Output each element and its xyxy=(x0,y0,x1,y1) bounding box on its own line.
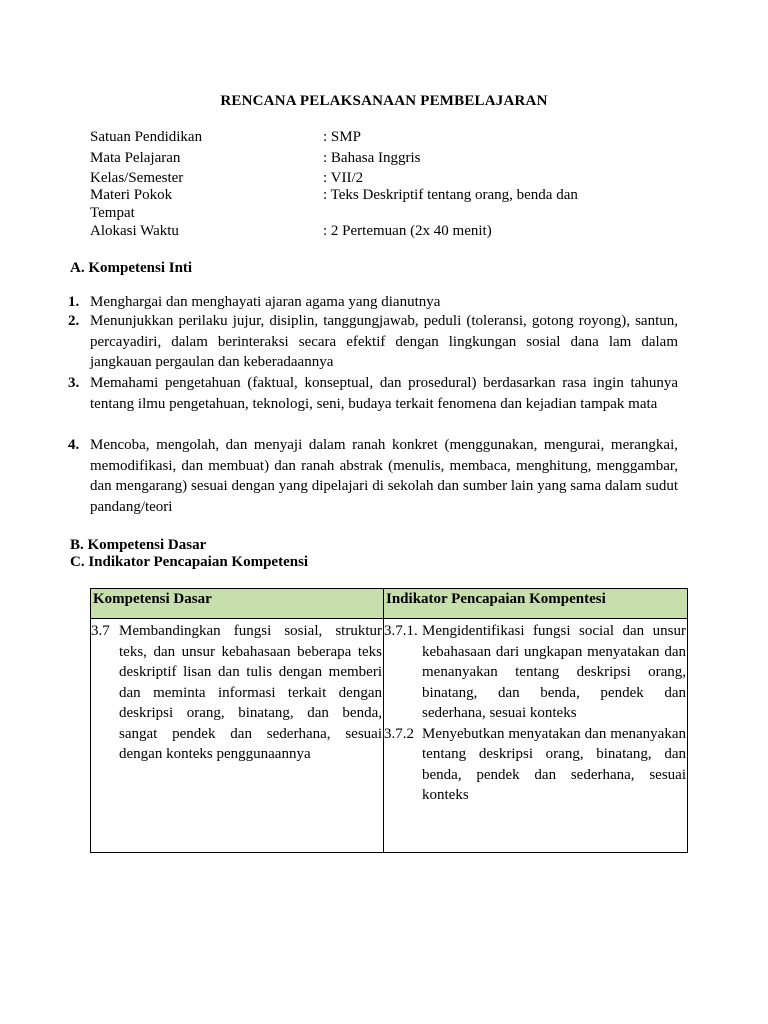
identity-label: Kelas/Semester xyxy=(90,170,184,186)
kd-text: Membandingkan fungsi sosial, struktur teks, dan unsur kebahasaan beberapa teks deskriptif lisan dan tulis dengan memberi dan meminta informasi terkait dengan deskripsi orang, binatang, dan benda, sangat pendek dan sederhana, sesuai dengan konteks penggunaannya xyxy=(119,623,382,762)
section-b-heading: B. Kompetensi Dasar xyxy=(70,537,207,553)
list-number: 3. xyxy=(68,375,80,391)
competency-table xyxy=(90,588,688,853)
identity-label: Materi Pokok xyxy=(90,187,173,203)
table-cell-kd xyxy=(91,619,384,853)
list-number: 1. xyxy=(68,294,80,310)
indicator-number: 3.7.1. xyxy=(384,623,418,639)
list-item: Menghargai dan menghayati ajaran agama yang dianutnya xyxy=(90,294,441,310)
indicator-text: Menyebutkan menyatakan dan menanyakan tentang deskripsi orang, binatang, dan benda, pendek dan sederhana, sesuai konteks xyxy=(422,725,686,803)
table-header-kd: Kompetensi Dasar xyxy=(91,589,384,619)
list-item: Mencoba, mengolah, dan menyaji dalam ranah konkret (menggunakan, mengurai, merangkai, memodifikasi, dan membuat) dan ranah abstrak (menulis, membaca, menghitung, menggambar, dan mengarang) sesuai dengan yang dipelajari di sekolah dan sumber lain yang sama dalam sudut pandang/teori xyxy=(90,437,678,515)
identity-value: : SMP xyxy=(323,129,361,145)
identity-label: Tempat xyxy=(90,205,135,221)
kd-number: 3.7 xyxy=(91,623,110,639)
list-number: 2. xyxy=(68,313,80,329)
list-item: Memahami pengetahuan (faktual, konseptual, dan prosedural) berdasarkan rasa ingin tahunya tentang ilmu pengetahuan, teknologi, seni, budaya terkait fenomena dan kejadian tampak mata xyxy=(90,375,678,412)
list-item: Menunjukkan perilaku jujur, disiplin, tanggungjawab, peduli (toleransi, gotong royong), santun, percayadiri, dalam berinteraksi secara efektif dengan lingkungan sosial dana lam dalam jangkauan pergaulan dan keberadaannya xyxy=(90,313,678,370)
indicator-number: 3.7.2 xyxy=(384,725,414,742)
list-number: 4. xyxy=(68,437,80,453)
document-title: RENCANA PELAKSANAAN PEMBELAJARAN xyxy=(220,93,548,109)
section-a-heading: A. Kompetensi Inti xyxy=(70,260,193,276)
identity-value: : Teks Deskriptif tentang orang, benda dan xyxy=(323,187,578,203)
identity-value: : 2 Pertemuan (2x 40 menit) xyxy=(323,223,492,239)
section-c-heading: C. Indikator Pencapaian Kompetensi xyxy=(70,554,309,570)
table-row xyxy=(91,619,688,853)
identity-label: Alokasi Waktu xyxy=(90,223,179,239)
identity-value: : Bahasa Inggris xyxy=(323,150,421,166)
table-header-row xyxy=(91,589,688,619)
identity-label: Mata Pelajaran xyxy=(90,150,181,166)
identity-value: : VII/2 xyxy=(323,170,364,186)
indicator-text: Mengidentifikasi fungsi social dan unsur kebahasaan dari ungkapan menyatakan dan menanyakan tentang deskripsi orang, binatang, dan benda, pendek dan sederhana, sesuai konteks xyxy=(422,623,686,721)
table-cell-indicator xyxy=(384,619,688,853)
identity-label: Satuan Pendidikan xyxy=(90,129,203,145)
table-header-indicator: Indikator Pencapaian Kompentesi xyxy=(384,589,688,619)
